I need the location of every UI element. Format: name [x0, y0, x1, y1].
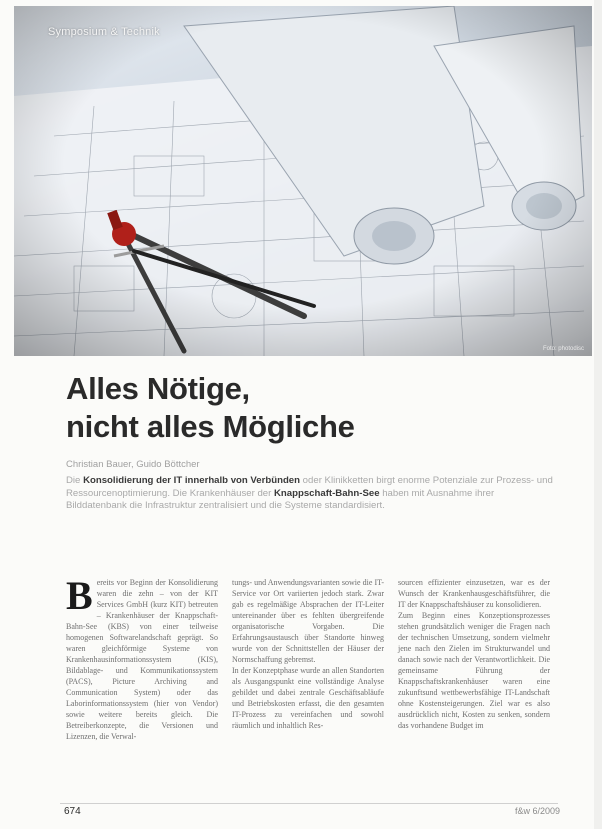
section-tag: Symposium & Technik: [48, 26, 160, 38]
drop-cap: B: [66, 573, 93, 618]
photo-credit: Foto: photodisc: [542, 346, 584, 352]
hero-image: [14, 6, 592, 356]
lead-paragraph: [66, 475, 556, 513]
lead-text-3: haben mit Ausnahme ihrer Bilddatenbank die Infrastruktur zentralisiert und die Systeme standardisiert.: [66, 487, 495, 511]
lead-bold-2: Knappschaft-Bahn-See: [273, 487, 380, 499]
body-column-3: sourcen effizienter einzusetzen, war es der Wunsch der Krankenhausgeschäftsführer, die IT der Knappschaftshäuser zu konsolidieren. Zum Beginn eines Konzeptionsprozesses stehen grundsätzlich weniger die Fragen nach der technischen Umsetzung, sondern vielmehr jene nach den Zielen im Strukturwandel und danach sowie nach der Verantwortlichkeit. Die gemeinsame Führung der Knappschaftskrankenhäuser waren eine zukunftsund wettbewerbsfähige IT-Landschaft ohne Kostensteigerungen. Ziel war es also ausdrücklich nicht, Kosten zu senken, sondern das vorhandene Budget im: [398, 578, 550, 730]
lead-bold-1: Konsolidierung der IT innerhalb von Verbünden: [83, 475, 301, 486]
blueprint-photo: [14, 6, 592, 356]
body-columns: [66, 573, 556, 791]
article-title: [66, 370, 355, 446]
title-line-2: nicht alles Mögliche: [66, 409, 355, 444]
authors: Christian Bauer, Guido Böttcher: [66, 459, 200, 470]
page-edge: [594, 0, 602, 829]
body-column-2: tungs- und Anwendungsvarianten sowie die IT-Service vor Ort variierten jedoch stark. Zwar gab es regelmäßige Absprachen der IT-Leiter untereinander über es fehlten übergreifende organisatorische Vorgaben. Die Erfahrungsaustausch über Standorte hinweg wurde von der Schnittstellen der Häuser der Normschaffung gebremst. In der Konzeptphase wurde an allen Standorten als Ausgangspunkt eine vollständige Analyse gebildet und dabei zentrale Geschäftsabläufe und Betriebskosten erfasst, die den gesamten IT-Prozess zu vereinfachen und sowohl räumlich und inhaltlich Res-: [232, 578, 384, 730]
page-number: 674: [64, 806, 81, 817]
issue-label: f&w 6/2009: [514, 806, 560, 816]
footer-divider: [60, 803, 558, 804]
lead-text-1: Die: [66, 475, 84, 486]
lead-text-2: oder Klinikketten birgt enorme Potenziale zur Prozess- und Ressourcenoptimierung. Die Krankenhäuser der: [66, 475, 553, 499]
column-1-text: ereits vor Beginn der Konsolidierung waren die zehn – von der KIT Services GmbH (kurz KIT) betreuten – Krankenhäuser der Knappschaft-Bahn-See (KBS) von einer teilweise homogenen Softwarelandschaft geprägt. So waren gleichförmige Systeme von Krankenhausinformationssystem (KIS), Bildablage- und Kommunikationssystem (PACS), Picture Archiving and Communication System) oder das Laborinformationssystem (hier von Vendor) sowie weitere bereits gleich. Die Betreiberkonzepte, die Versionen und Lizenzen, die Verwal-: [66, 578, 218, 741]
body-column-1: [66, 573, 218, 742]
title-line-1: Alles Nötige,: [66, 371, 250, 406]
